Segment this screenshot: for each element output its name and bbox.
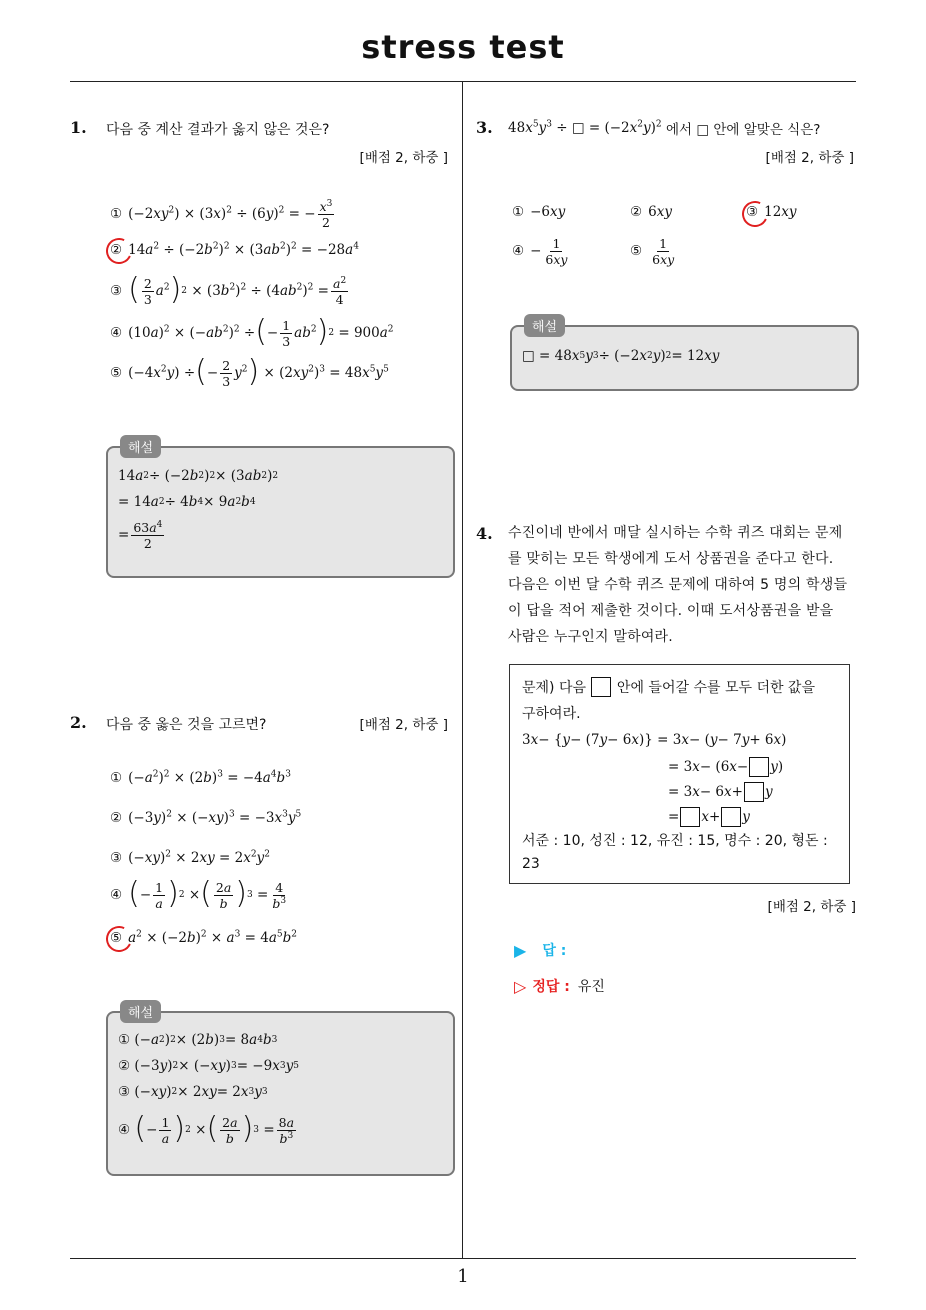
page-title: stress test [361,28,565,66]
q2-option-5[interactable]: ⑤ $a^2 \times (-2b)^2 \times a^3 = 4a^5b^2$ [110,929,298,946]
q4-line-3: 다음은 이번 달 수학 퀴즈 문제에 대하여 5 명의 학생들 [508,577,848,593]
q4-answers-line-1: 서준 : 10, 성진 : 12, 유진 : 15, 명수 : 20, 형돈 : [522,833,828,849]
q3-option-5[interactable]: ⑤ $\frac{1}{6xy}$ [630,235,675,267]
q2-option-3[interactable]: ③ $(-xy)^2 \times 2xy = 2x^2y^2$ [110,849,270,866]
q1-option-2[interactable]: ② $14a^2 \div (-2b^2)^2 \times (3ab^2)^2 = -28a^4$ [110,241,359,258]
q4-eq-line-1: 3 x − { y − (7 y − 6 x )} = 3 x − ( y − 7 y + 6 x ) [522,732,787,748]
q3-expl-line-1: □ = 48 x 5 y 3 ÷ (−2 x 2 y ) 2 = 12 xy [522,348,720,364]
q2-prompt: 다음 중 옳은 것을 고르면? [106,717,267,733]
q2-explanation-tag: 해설 [120,1000,161,1023]
q3-prompt: $48x^5y^3$ ÷ □ = $(-2x^2y)^2$ 에서 □ 안에 알맞은 식은? [508,119,821,138]
page-number: 1 [457,1266,469,1287]
q1-prompt: 다음 중 계산 결과가 옳지 않은 것은? [106,122,330,138]
q3-option-3[interactable]: ③ 12xy [746,204,797,220]
q4-line-5: 사람은 누구인지 말하여라. [508,629,673,645]
q4-number: 4. [476,524,493,543]
q2-selected-mark [102,922,135,955]
play-triangle-icon: ▶ [514,940,527,960]
q2-score: [배점 2, 하중 ] [359,717,448,733]
q1-option-3[interactable]: ③ ( $\frac{2}{3}$ $a^2$ ) 2 × $(3b^2)^2 \div (4ab^2)^2$ = $\frac{a^2}{4}$ [110,272,347,307]
q2-expl-line-1: ① (− a 2 ) 2 × (2 b ) 3 = 8 a 4 b 3 [118,1032,278,1048]
q1-option-5[interactable]: ⑤ $(-4x^2y)$ ÷ ( − $\frac{2}{3}$ $y^2$ ) × $(2xy^2)^3 = 48x^5y^5$ [110,354,389,389]
bottom-rule [70,1258,856,1259]
q4-line-2: 를 맞히는 모든 학생에게 도서 상품권을 준다고 한다. [508,551,834,567]
q3-number: 3. [476,118,493,137]
q1-option-4[interactable]: ④ $(10a)^2 \times (-ab^2)^2$ ÷ ( − $\frac{1}{3}$ $ab^2$ ) 2 = $900a^2$ [110,314,394,349]
q3-selected-mark [738,197,771,230]
q4-eq-line-2: = 3 x − (6 x − y ) [668,759,784,775]
q4-box-prompt: 문제) 다음 안에 들어갈 수를 모두 더한 값을 [522,677,815,697]
q4-line-1: 수진이네 반에서 매달 실시하는 수학 퀴즈 대회는 문제 [508,525,843,541]
q4-line-4: 이 답을 적어 제출한 것이다. 이때 도서상품권을 받을 [508,603,834,619]
q1-explanation-tag: 해설 [120,435,161,458]
q3-score: [배점 2, 하중 ] [765,150,854,166]
column-divider [462,82,463,1258]
q4-answer-row[interactable]: ▶ 답 : [514,940,567,960]
q3-option-2[interactable]: ② 6xy [630,204,672,220]
q4-correct-row: ▷ 정답 : 유진 [514,976,605,996]
q3-option-1[interactable]: ① −6xy [512,204,566,220]
q2-option-1[interactable]: ① $(-a^2)^2 \times (2b)^3 = -4a^4b^3$ [110,769,291,786]
q1-expl-line-3: = $\frac{63a^4}{2}$ [118,519,163,551]
q4-eq-line-3: = 3 x − 6 x + y [668,784,773,800]
q1-score: [배점 2, 하중 ] [359,150,448,166]
q1-expl-line-1: 14 a 2 ÷ (−2 b 2 ) 2 × (3 ab 2 ) 2 [118,468,279,484]
q2-option-2[interactable]: ② $(-3y)^2 \times (-xy)^3 = -3x^3y^5$ [110,809,302,826]
q4-box-prompt-cont: 구하여라. [522,706,581,722]
q1-number: 1. [70,118,87,137]
q4-answers-line-2: 23 [522,856,540,872]
q4-eq-line-4: = x + y [668,809,750,825]
q2-number: 2. [70,713,87,732]
outline-triangle-icon: ▷ [514,976,527,996]
q4-score: [배점 2, 하중 ] [767,899,856,915]
blank-square [591,677,611,697]
q3-explanation-tag: 해설 [524,314,565,337]
q2-expl-line-4: ④ ( − $\frac{1}{a}$ ) 2 × ( $\frac{2a}{b}$ ) 3 = $\frac{8a}{b^3}$ [118,1111,295,1146]
q3-option-4[interactable]: ④ − $\frac{1}{6xy}$ [512,235,568,267]
q1-option-1[interactable]: ① $(-2xy^2) \times (3x)^2 \div (6y)^2$ = − $\frac{x^3}{2}$ [110,198,333,230]
q1-expl-line-2: = 14 a 2 ÷ 4 b 4 × 9 a 2 b 4 [118,494,256,510]
q2-option-4[interactable]: ④ ( − $\frac{1}{a}$ ) 2 × ( $\frac{2a}{b}$ ) 3 = $\frac{4}{b^3}$ [110,876,287,911]
q1-explanation-box [106,446,455,578]
q2-expl-line-3: ③ (− xy ) 2 × 2 xy = 2 x 3 y 3 [118,1084,268,1100]
top-rule [70,81,856,82]
q2-expl-line-2: ② (−3 y ) 2 × (− xy ) 3 = −9 x 3 y 5 [118,1058,299,1074]
